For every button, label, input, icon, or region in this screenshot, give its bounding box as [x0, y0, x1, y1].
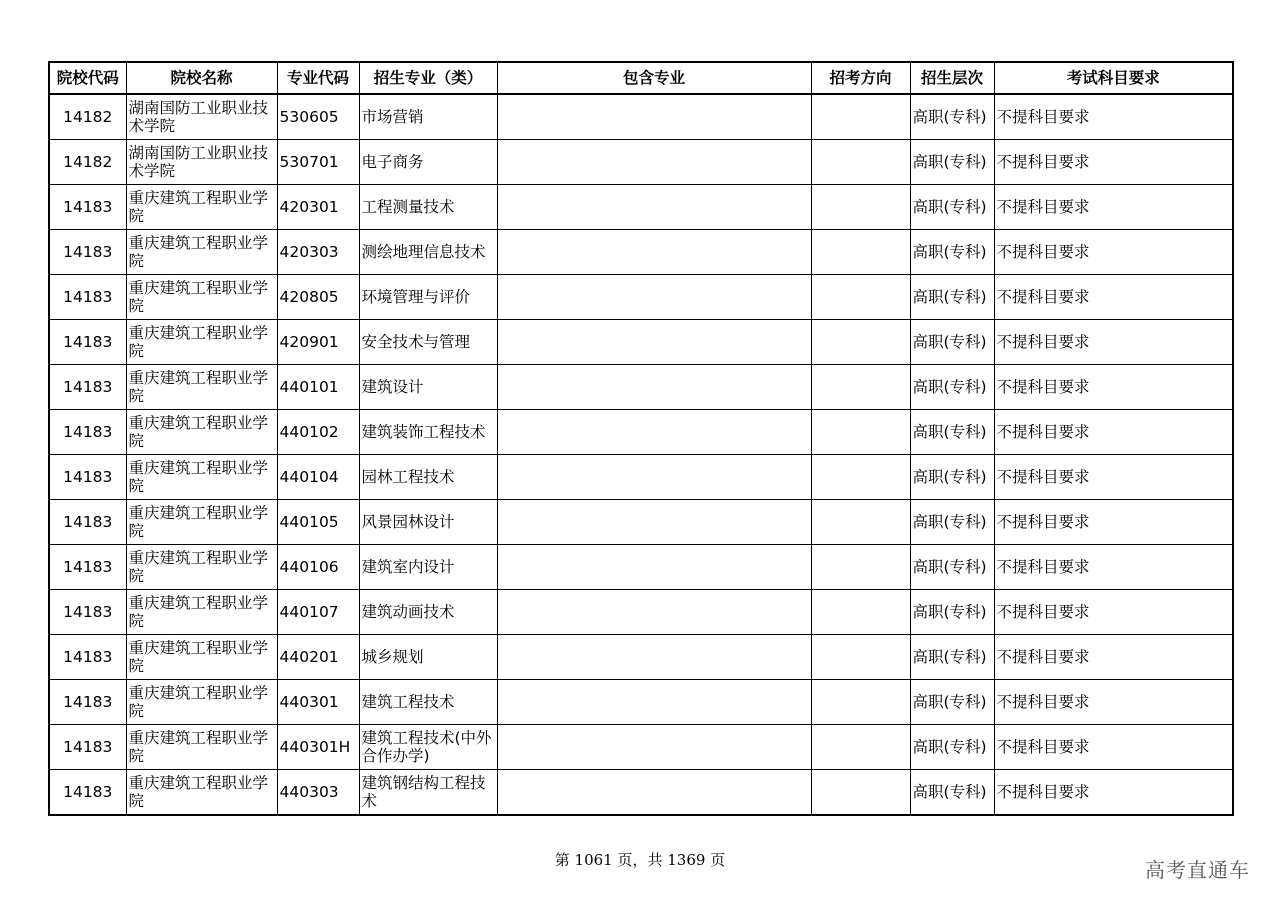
cell-direction: [811, 635, 910, 680]
cell-included-majors: [497, 770, 811, 816]
cell-major: 建筑钢结构工程技术: [359, 770, 497, 816]
cell-major-code: 420301: [277, 185, 359, 230]
cell-school-name: 湖南国防工业职业技术学院: [126, 140, 277, 185]
cell-school-name: 重庆建筑工程职业学院: [126, 365, 277, 410]
table-row: [49, 365, 1233, 410]
cell-school-name: 湖南国防工业职业技术学院: [126, 94, 277, 140]
cell-requirement: 不提科目要求: [994, 455, 1233, 500]
cell-direction: [811, 770, 910, 816]
cell-major-code: 440301H: [277, 725, 359, 770]
cell-included-majors: [497, 230, 811, 275]
cell-major-code: 440303: [277, 770, 359, 816]
cell-school-code: 14183: [49, 545, 126, 590]
cell-major: 建筑装饰工程技术: [359, 410, 497, 455]
cell-requirement: 不提科目要求: [994, 94, 1233, 140]
cell-school-name: 重庆建筑工程职业学院: [126, 455, 277, 500]
cell-major: 风景园林设计: [359, 500, 497, 545]
cell-direction: [811, 725, 910, 770]
table-row: [49, 320, 1233, 365]
table-row: [49, 455, 1233, 500]
cell-school-name: 重庆建筑工程职业学院: [126, 545, 277, 590]
cell-school-name: 重庆建筑工程职业学院: [126, 320, 277, 365]
cell-requirement: 不提科目要求: [994, 680, 1233, 725]
header-requirement: 考试科目要求: [994, 62, 1233, 94]
cell-major: 建筑工程技术: [359, 680, 497, 725]
cell-school-code: 14183: [49, 455, 126, 500]
cell-requirement: 不提科目要求: [994, 140, 1233, 185]
cell-requirement: 不提科目要求: [994, 770, 1233, 816]
cell-direction: [811, 455, 910, 500]
cell-major: 市场营销: [359, 94, 497, 140]
cell-major-code: 440101: [277, 365, 359, 410]
cell-included-majors: [497, 410, 811, 455]
cell-requirement: 不提科目要求: [994, 320, 1233, 365]
header-major: 招生专业（类）: [359, 62, 497, 94]
cell-included-majors: [497, 365, 811, 410]
cell-level: 高职(专科): [910, 320, 994, 365]
cell-major-code: 530701: [277, 140, 359, 185]
cell-school-code: 14182: [49, 140, 126, 185]
cell-direction: [811, 185, 910, 230]
cell-major: 环境管理与评价: [359, 275, 497, 320]
header-school-name: 院校名称: [126, 62, 277, 94]
watermark: 高考直通车: [1145, 858, 1250, 882]
cell-level: 高职(专科): [910, 410, 994, 455]
cell-requirement: 不提科目要求: [994, 410, 1233, 455]
cell-major: 工程测量技术: [359, 185, 497, 230]
cell-requirement: 不提科目要求: [994, 545, 1233, 590]
cell-level: 高职(专科): [910, 500, 994, 545]
cell-school-code: 14183: [49, 185, 126, 230]
cell-included-majors: [497, 590, 811, 635]
cell-major: 建筑室内设计: [359, 545, 497, 590]
cell-requirement: 不提科目要求: [994, 590, 1233, 635]
cell-included-majors: [497, 275, 811, 320]
cell-school-name: 重庆建筑工程职业学院: [126, 410, 277, 455]
cell-school-name: 重庆建筑工程职业学院: [126, 770, 277, 816]
cell-included-majors: [497, 725, 811, 770]
cell-included-majors: [497, 500, 811, 545]
cell-school-code: 14183: [49, 590, 126, 635]
cell-school-code: 14183: [49, 230, 126, 275]
table-row: [49, 770, 1233, 816]
cell-school-code: 14183: [49, 320, 126, 365]
page-number: 第 1061 页，共 1369 页: [554, 851, 726, 869]
header-level: 招生层次: [910, 62, 994, 94]
table-row: [49, 635, 1233, 680]
cell-direction: [811, 410, 910, 455]
cell-school-code: 14183: [49, 680, 126, 725]
cell-direction: [811, 545, 910, 590]
cell-major-code: 440107: [277, 590, 359, 635]
cell-school-code: 14183: [49, 725, 126, 770]
cell-direction: [811, 500, 910, 545]
cell-requirement: 不提科目要求: [994, 500, 1233, 545]
cell-major: 安全技术与管理: [359, 320, 497, 365]
cell-direction: [811, 680, 910, 725]
cell-major-code: 440105: [277, 500, 359, 545]
cell-direction: [811, 320, 910, 365]
table-row: [49, 545, 1233, 590]
table-row: [49, 725, 1233, 770]
cell-school-code: 14183: [49, 365, 126, 410]
cell-included-majors: [497, 680, 811, 725]
cell-school-code: 14183: [49, 770, 126, 816]
cell-school-code: 14182: [49, 94, 126, 140]
cell-requirement: 不提科目要求: [994, 230, 1233, 275]
cell-school-code: 14183: [49, 500, 126, 545]
cell-school-code: 14183: [49, 275, 126, 320]
cell-major-code: 440201: [277, 635, 359, 680]
cell-direction: [811, 140, 910, 185]
table-row: [49, 500, 1233, 545]
table-row: [49, 230, 1233, 275]
cell-school-name: 重庆建筑工程职业学院: [126, 230, 277, 275]
admissions-table: [48, 61, 1234, 816]
table-row: [49, 94, 1233, 140]
cell-requirement: 不提科目要求: [994, 365, 1233, 410]
cell-level: 高职(专科): [910, 230, 994, 275]
cell-school-name: 重庆建筑工程职业学院: [126, 680, 277, 725]
cell-major-code: 420303: [277, 230, 359, 275]
cell-level: 高职(专科): [910, 94, 994, 140]
cell-level: 高职(专科): [910, 770, 994, 816]
cell-level: 高职(专科): [910, 455, 994, 500]
cell-included-majors: [497, 185, 811, 230]
cell-school-name: 重庆建筑工程职业学院: [126, 500, 277, 545]
table-row: [49, 410, 1233, 455]
header-included-majors: 包含专业: [497, 62, 811, 94]
cell-major: 建筑动画技术: [359, 590, 497, 635]
cell-included-majors: [497, 320, 811, 365]
cell-school-name: 重庆建筑工程职业学院: [126, 275, 277, 320]
header-school-code: 院校代码: [49, 62, 126, 94]
cell-major: 电子商务: [359, 140, 497, 185]
cell-included-majors: [497, 635, 811, 680]
cell-level: 高职(专科): [910, 590, 994, 635]
cell-school-code: 14183: [49, 410, 126, 455]
cell-major: 建筑设计: [359, 365, 497, 410]
cell-major-code: 530605: [277, 94, 359, 140]
cell-direction: [811, 590, 910, 635]
cell-major-code: 420901: [277, 320, 359, 365]
cell-major: 园林工程技术: [359, 455, 497, 500]
cell-direction: [811, 94, 910, 140]
table-row: [49, 275, 1233, 320]
cell-level: 高职(专科): [910, 140, 994, 185]
cell-direction: [811, 230, 910, 275]
cell-school-name: 重庆建筑工程职业学院: [126, 635, 277, 680]
cell-included-majors: [497, 140, 811, 185]
table-row: [49, 680, 1233, 725]
table-body: [49, 94, 1233, 815]
cell-level: 高职(专科): [910, 275, 994, 320]
cell-major-code: 440104: [277, 455, 359, 500]
table-header-row: [49, 62, 1233, 94]
cell-included-majors: [497, 545, 811, 590]
header-major-code: 专业代码: [277, 62, 359, 94]
cell-direction: [811, 365, 910, 410]
cell-level: 高职(专科): [910, 635, 994, 680]
cell-level: 高职(专科): [910, 725, 994, 770]
cell-included-majors: [497, 455, 811, 500]
cell-requirement: 不提科目要求: [994, 635, 1233, 680]
cell-major: 测绘地理信息技术: [359, 230, 497, 275]
cell-requirement: 不提科目要求: [994, 185, 1233, 230]
table-row: [49, 185, 1233, 230]
cell-requirement: 不提科目要求: [994, 275, 1233, 320]
cell-major-code: 440106: [277, 545, 359, 590]
cell-requirement: 不提科目要求: [994, 725, 1233, 770]
cell-major: 建筑工程技术(中外合作办学): [359, 725, 497, 770]
table-row: [49, 140, 1233, 185]
header-direction: 招考方向: [811, 62, 910, 94]
cell-major-code: 440102: [277, 410, 359, 455]
cell-school-name: 重庆建筑工程职业学院: [126, 725, 277, 770]
cell-major-code: 440301: [277, 680, 359, 725]
cell-included-majors: [497, 94, 811, 140]
cell-school-name: 重庆建筑工程职业学院: [126, 185, 277, 230]
cell-major: 城乡规划: [359, 635, 497, 680]
cell-school-name: 重庆建筑工程职业学院: [126, 590, 277, 635]
cell-level: 高职(专科): [910, 185, 994, 230]
cell-direction: [811, 275, 910, 320]
cell-level: 高职(专科): [910, 680, 994, 725]
cell-major-code: 420805: [277, 275, 359, 320]
table-row: [49, 590, 1233, 635]
cell-level: 高职(专科): [910, 545, 994, 590]
cell-level: 高职(专科): [910, 365, 994, 410]
cell-school-code: 14183: [49, 635, 126, 680]
